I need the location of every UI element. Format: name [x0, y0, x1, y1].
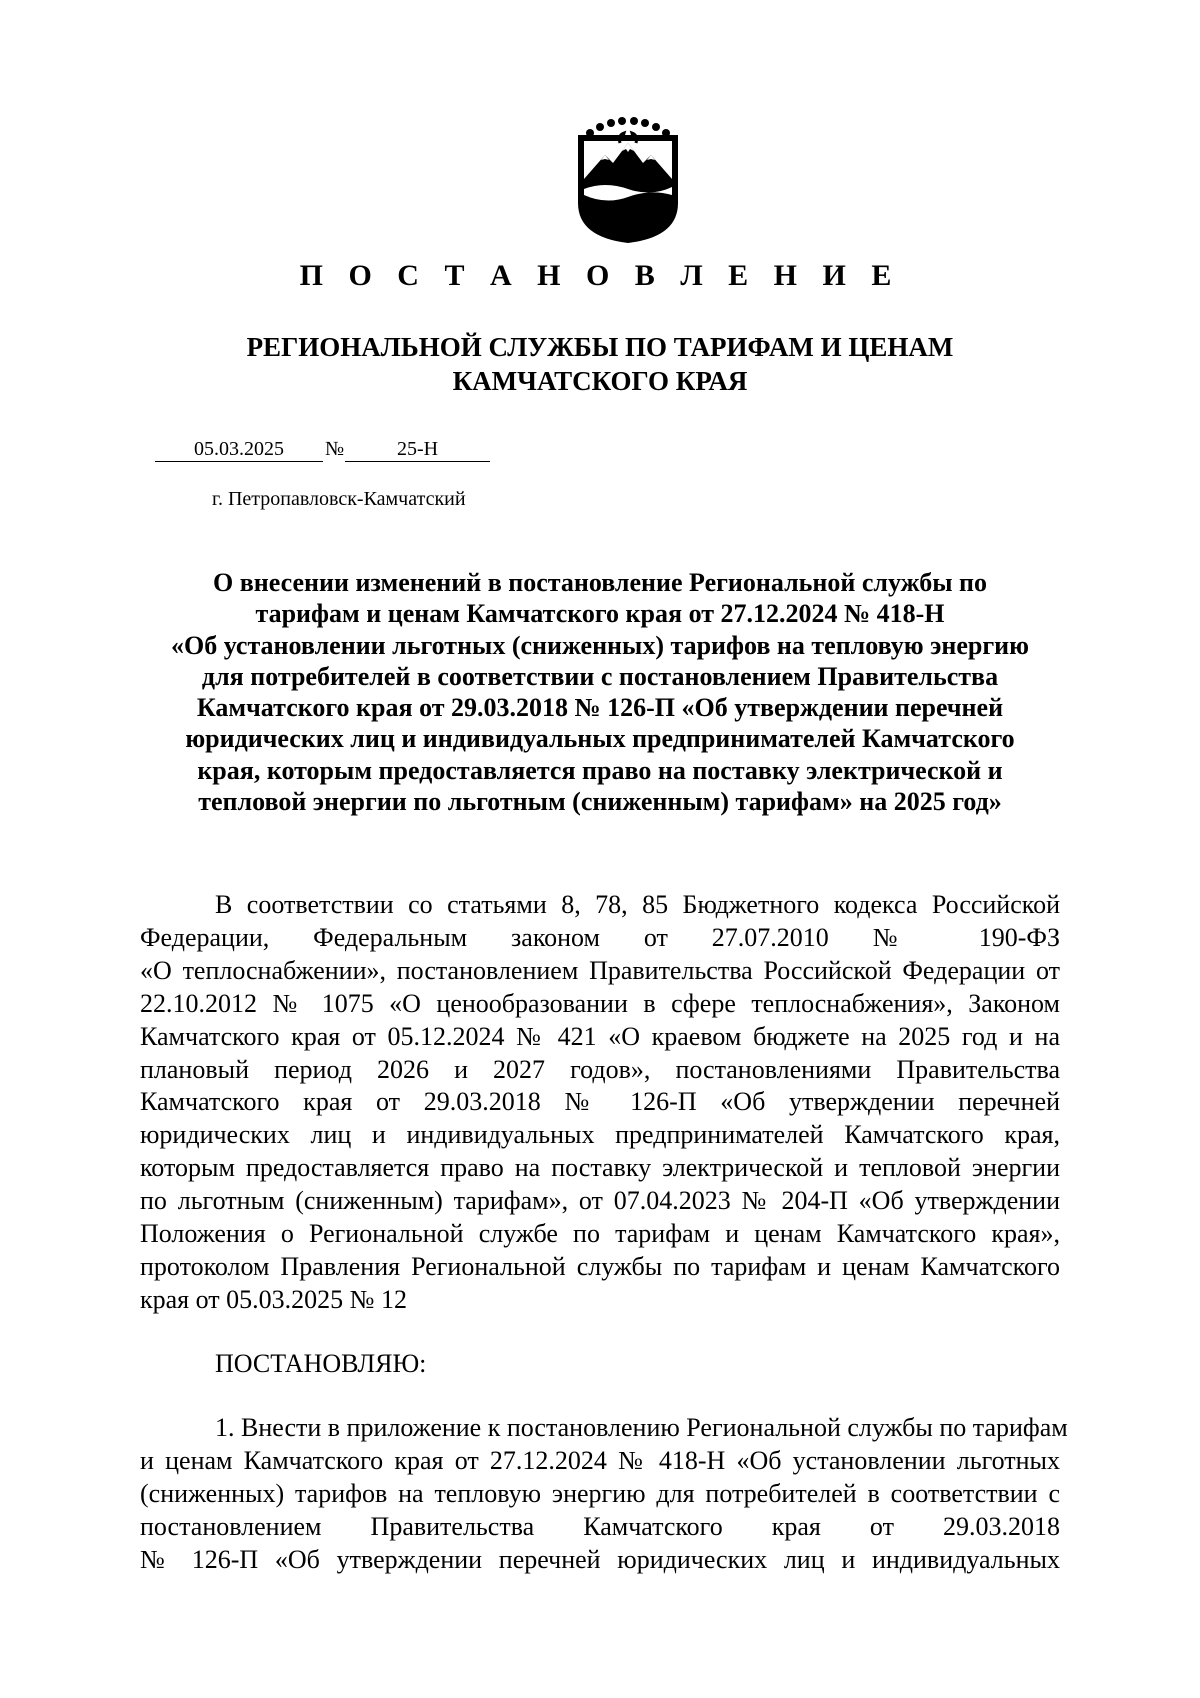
legal-basis-paragraph — [140, 889, 1060, 1317]
item-1-paragraph — [140, 1412, 1068, 1577]
paragraph-line: 22.10.2012 № 1075 «О ценообразовании в сфере теплоснабжения», Законом — [140, 988, 1060, 1018]
kamchatka-coat-of-arms-icon — [575, 115, 681, 245]
document-city: г. Петропавловск-Камчатский — [212, 488, 466, 510]
subject-line: «Об установлении льготных (сниженных) тарифов на тепловую энергию — [171, 630, 1029, 660]
subject-line: юридических лиц и индивидуальных предпринимателей Камчатского — [185, 724, 1015, 754]
paragraph-line: Положения о Региональной службе по тарифам и ценам Камчатского края», — [140, 1219, 1060, 1249]
document-date: 05.03.2025 — [155, 437, 323, 462]
subject-line: тепловой энергии по льготным (сниженным) тарифам» на 2025 год» — [198, 787, 1002, 817]
paragraph-line: Федерации, Федеральным законом от 27.07.2010 № 190-ФЗ — [140, 922, 1060, 952]
paragraph-line: постановлением Правительства Камчатского края от 29.03.2018 — [140, 1511, 1060, 1541]
paragraph-line: В соответствии со статьями 8, 78, 85 Бюджетного кодекса Российской — [215, 890, 1060, 919]
number-sign: № — [325, 438, 345, 460]
authority-line: КАМЧАТСКОГО КРАЯ — [452, 366, 748, 396]
document-type-title: П О С Т А Н О В Л Е Н И Е — [299, 259, 901, 292]
coat-of-arms-emblem — [575, 115, 681, 245]
issuing-authority — [0, 330, 1200, 398]
subject-line: для потребителей в соответствии с постановлением Правительства — [201, 661, 999, 691]
subject-line: тарифам и ценам Камчатского края от 27.12.2024 № 418-Н — [255, 599, 945, 629]
paragraph-line: плановый период 2026 и 2027 годов», постановлениями Правительства — [140, 1054, 1060, 1084]
paragraph-line: Камчатского края от 29.03.2018 № 126-П «Об утверждении перечней — [140, 1087, 1060, 1117]
subject-line: О внесении изменений в постановление Региональной службы по — [213, 568, 987, 597]
paragraph-line: края от 05.03.2025 № 12 — [140, 1284, 407, 1314]
paragraph-line: по льготным (сниженным) тарифам», от 07.04.2023 № 204-П «Об утверждении — [140, 1186, 1060, 1216]
paragraph-line: № 126-П «Об утверждении перечней юридических лиц и индивидуальных — [140, 1544, 1060, 1574]
paragraph-line: «О теплоснабжении», постановлением Правительства Российской Федерации от — [140, 955, 1060, 985]
paragraph-line: 1. Внести в приложение к постановлению Региональной службы по тарифам — [215, 1413, 1068, 1442]
paragraph-line: (сниженных) тарифов на тепловую энергию для потребителей в соответствии с — [140, 1478, 1060, 1508]
document-number: 25-Н — [345, 437, 490, 462]
resolution-heading: ПОСТАНОВЛЯЮ: — [215, 1349, 427, 1378]
paragraph-line: Камчатского края от 05.12.2024 № 421 «О краевом бюджете на 2025 год и на — [140, 1021, 1060, 1051]
paragraph-line: юридических лиц и индивидуальных предпринимателей Камчатского края, — [140, 1120, 1060, 1150]
paragraph-line: и ценам Камчатского края от 27.12.2024 № 418-Н «Об установлении льготных — [140, 1445, 1060, 1475]
subject-line: Камчатского края от 29.03.2018 № 126-П «Об утверждении перечней — [196, 693, 1004, 723]
document-subject — [140, 567, 1060, 817]
authority-line: РЕГИОНАЛЬНОЙ СЛУЖБЫ ПО ТАРИФАМ И ЦЕНАМ — [246, 332, 954, 362]
paragraph-line: протоколом Правления Региональной службы по тарифам и ценам Камчатского — [140, 1251, 1060, 1281]
date-number-line — [155, 437, 490, 462]
paragraph-line: которым предоставляется право на поставку электрической и тепловой энергии — [140, 1153, 1060, 1183]
subject-line: края, которым предоставляется право на поставку электрической и — [197, 755, 1003, 785]
